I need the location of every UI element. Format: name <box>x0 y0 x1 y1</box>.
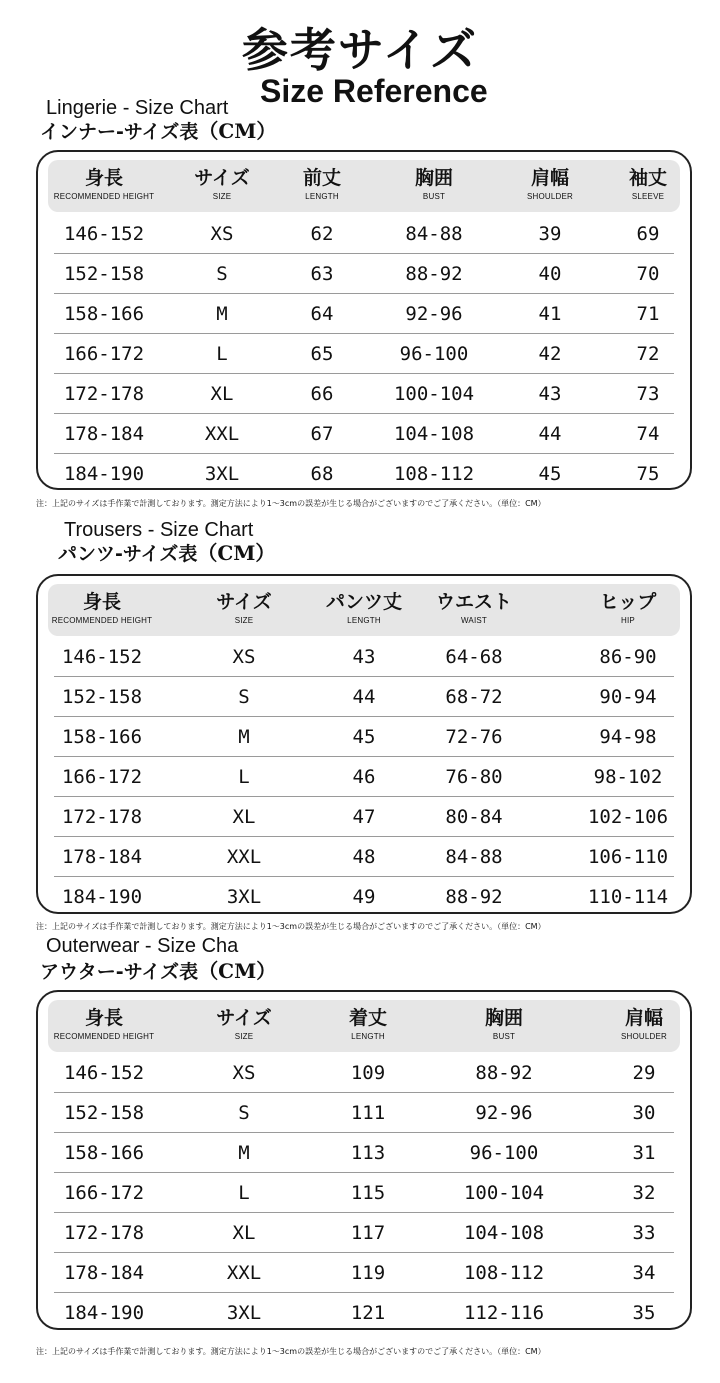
table-cell: 100-104 <box>393 383 475 405</box>
table-row <box>54 414 674 454</box>
table-cell: L <box>238 766 250 788</box>
section-title-en: Outerwear - Size Cha <box>46 935 239 957</box>
section-title-jp-text: アウター-サイズ表 <box>40 961 199 983</box>
column-header-jp: 袖丈 <box>628 167 668 189</box>
table-cell: XS <box>232 646 256 668</box>
table-cell: 108-112 <box>463 1262 545 1284</box>
table-row <box>54 1093 674 1133</box>
table-cell: 166-172 <box>61 766 143 788</box>
section-unit: （CM） <box>197 541 276 565</box>
measurement-note: 注：上記のサイズは手作業で計測しております。測定方法により1～3cmの誤差が生じる場合がございますのでご了承ください。（単位：CM） <box>36 499 546 508</box>
column-header-en: BUST <box>422 192 446 201</box>
table-cell: L <box>238 1182 250 1204</box>
table-cell: 3XL <box>226 886 262 908</box>
table-cell: 184-190 <box>61 886 143 908</box>
table-row <box>54 334 674 374</box>
table-cell: XS <box>232 1062 256 1084</box>
page-title: 参考サイズ <box>241 23 479 77</box>
column-header <box>216 584 271 636</box>
table-cell: M <box>238 726 250 748</box>
table-row <box>54 877 674 917</box>
table-cell: 63 <box>310 263 334 285</box>
table-cell: 88-92 <box>475 1062 533 1084</box>
table-cell: 86-90 <box>599 646 657 668</box>
table-cell: L <box>216 343 228 365</box>
table-cell: 31 <box>632 1142 656 1164</box>
table-row <box>54 254 674 294</box>
table-row <box>54 214 674 254</box>
table-cell: 104-108 <box>393 423 475 445</box>
table-cell: 92-96 <box>405 303 463 325</box>
table-cell: 44 <box>538 423 562 445</box>
column-header-jp: サイズ <box>194 167 250 189</box>
table-cell: 33 <box>632 1222 656 1244</box>
table-cell: 158-166 <box>63 303 145 325</box>
table-cell: 43 <box>538 383 562 405</box>
column-header-jp: パンツ丈 <box>325 591 403 613</box>
column-header-en: WAIST <box>460 616 488 625</box>
table-cell: 76-80 <box>445 766 503 788</box>
table-cell: 110-114 <box>587 886 669 908</box>
column-header-jp: サイズ <box>216 1007 272 1029</box>
table-cell: XXL <box>226 1262 262 1284</box>
table-cell: 41 <box>538 303 562 325</box>
page-subtitle: Size Reference <box>260 73 488 109</box>
table-cell: 184-190 <box>63 1302 145 1324</box>
table-cell: 74 <box>636 423 660 445</box>
table-cell: XL <box>232 806 256 828</box>
table-cell: 46 <box>352 766 376 788</box>
column-header <box>621 1000 667 1052</box>
column-header-en: SHOULDER <box>526 192 574 201</box>
column-header <box>485 1000 523 1052</box>
table-cell: 3XL <box>204 463 240 485</box>
table-cell: 96-100 <box>469 1142 539 1164</box>
table-cell: 152-158 <box>63 1102 145 1124</box>
column-header-jp: 身長 <box>84 1007 123 1029</box>
table-row <box>54 717 674 757</box>
measurement-note: 注：上記のサイズは手作業で計測しております。測定方法により1～3cmの誤差が生じる場合がございますのでご了承ください。（単位：CM） <box>36 922 546 931</box>
column-header-jp: ヒップ <box>599 591 657 613</box>
table-cell: 152-158 <box>63 263 145 285</box>
table-cell: 109 <box>350 1062 386 1084</box>
column-header <box>303 160 341 212</box>
column-header-en: RECOMMENDED HEIGHT <box>53 192 155 201</box>
column-header <box>527 160 573 212</box>
table-cell: 40 <box>538 263 562 285</box>
column-header-en: LENGTH <box>351 1032 385 1041</box>
table-cell: 62 <box>310 223 334 245</box>
table-row <box>54 1213 674 1253</box>
column-header-jp: 身長 <box>82 591 121 613</box>
table-cell: 70 <box>636 263 660 285</box>
column-header-en: HIP <box>621 616 635 625</box>
section-title-jp <box>40 118 276 145</box>
section-unit: （CM） <box>198 119 277 143</box>
table-cell: M <box>216 303 228 325</box>
column-header-en: BUST <box>492 1032 516 1041</box>
column-header <box>349 1000 387 1052</box>
table-cell: XXL <box>226 846 262 868</box>
table-cell: 146-152 <box>63 223 145 245</box>
column-header <box>194 160 249 212</box>
measurement-note: 注：上記のサイズは手作業で計測しております。測定方法により1～3cmの誤差が生じる場合がございますのでご了承ください。（単位：CM） <box>36 1347 546 1356</box>
table-row <box>54 294 674 334</box>
table-cell: 117 <box>350 1222 386 1244</box>
table-row <box>54 1053 674 1093</box>
table-cell: 121 <box>350 1302 386 1324</box>
table-cell: 184-190 <box>63 463 145 485</box>
table-cell: 100-104 <box>463 1182 545 1204</box>
table-cell: 106-110 <box>587 846 669 868</box>
table-cell: 45 <box>538 463 562 485</box>
table-cell: 166-172 <box>63 1182 145 1204</box>
table-row <box>54 757 674 797</box>
table-cell: S <box>238 1102 250 1124</box>
table-cell: 84-88 <box>445 846 503 868</box>
table-cell: 146-152 <box>61 646 143 668</box>
table-cell: 146-152 <box>63 1062 145 1084</box>
column-header-en: SHOULDER <box>620 1032 668 1041</box>
table-cell: 102-106 <box>587 806 669 828</box>
column-header-jp: 肩幅 <box>624 1007 663 1029</box>
table-row <box>54 1133 674 1173</box>
table-cell: 88-92 <box>445 886 503 908</box>
table-cell: 32 <box>632 1182 656 1204</box>
column-header-jp: 胸囲 <box>484 1007 524 1029</box>
column-header-en: RECOMMENDED HEIGHT <box>53 1032 155 1041</box>
table-cell: 84-88 <box>405 223 463 245</box>
table-cell: S <box>216 263 228 285</box>
table-cell: 113 <box>350 1142 386 1164</box>
column-header <box>216 1000 271 1052</box>
table-row <box>54 797 674 837</box>
column-header <box>326 584 402 636</box>
table-cell: 49 <box>352 886 376 908</box>
table-row <box>54 1253 674 1293</box>
table-row <box>54 374 674 414</box>
table-cell: 112-116 <box>463 1302 545 1324</box>
table-header <box>48 160 680 212</box>
table-cell: 30 <box>632 1102 656 1124</box>
column-header <box>600 584 656 636</box>
table-row <box>54 837 674 877</box>
size-table <box>36 574 692 914</box>
table-cell: 172-178 <box>63 1222 145 1244</box>
column-header-en: SIZE <box>234 1032 254 1041</box>
section-title-en: Lingerie - Size Chart <box>46 97 229 119</box>
table-cell: 178-184 <box>63 423 145 445</box>
table-row <box>54 454 674 494</box>
column-header-jp: 胸囲 <box>414 167 454 189</box>
column-header <box>629 160 667 212</box>
table-cell: 111 <box>350 1102 386 1124</box>
column-header-jp: 前丈 <box>302 167 342 189</box>
table-cell: M <box>238 1142 250 1164</box>
table-row <box>54 677 674 717</box>
table-row <box>54 637 674 677</box>
table-cell: 72-76 <box>445 726 503 748</box>
section-title-jp-text: インナー-サイズ表 <box>40 121 199 143</box>
size-table <box>36 990 692 1330</box>
table-cell: 3XL <box>226 1302 262 1324</box>
column-header <box>436 584 512 636</box>
table-cell: 45 <box>352 726 376 748</box>
section-title-en: Trousers - Size Chart <box>64 519 254 541</box>
column-header-en: SIZE <box>212 192 232 201</box>
table-cell: 172-178 <box>63 383 145 405</box>
table-row <box>54 1293 674 1333</box>
table-cell: 178-184 <box>61 846 143 868</box>
table-cell: 68-72 <box>445 686 503 708</box>
table-cell: 158-166 <box>63 1142 145 1164</box>
section-title-jp-text: パンツ-サイズ表 <box>58 543 198 565</box>
column-header-en: LENGTH <box>305 192 339 201</box>
table-cell: 72 <box>636 343 660 365</box>
table-cell: 172-178 <box>61 806 143 828</box>
column-header-jp: 肩幅 <box>530 167 569 189</box>
table-cell: 42 <box>538 343 562 365</box>
column-header <box>54 1000 155 1052</box>
table-cell: 64 <box>310 303 334 325</box>
table-cell: 48 <box>352 846 376 868</box>
table-cell: 44 <box>352 686 376 708</box>
table-cell: XL <box>232 1222 256 1244</box>
column-header-en: SLEEVE <box>631 192 665 201</box>
table-cell: 75 <box>636 463 660 485</box>
table-cell: XS <box>210 223 234 245</box>
column-header-en: RECOMMENDED HEIGHT <box>51 616 153 625</box>
section-unit: （CM） <box>198 959 277 983</box>
table-cell: 66 <box>310 383 334 405</box>
table-cell: 152-158 <box>61 686 143 708</box>
table-cell: 64-68 <box>445 646 503 668</box>
table-cell: 92-96 <box>475 1102 533 1124</box>
table-cell: 158-166 <box>61 726 143 748</box>
table-cell: 73 <box>636 383 660 405</box>
table-cell: 88-92 <box>405 263 463 285</box>
table-cell: XXL <box>204 423 240 445</box>
section-title-jp <box>58 540 275 567</box>
table-header <box>48 1000 680 1052</box>
table-cell: 96-100 <box>399 343 469 365</box>
table-cell: 68 <box>310 463 334 485</box>
table-cell: S <box>238 686 250 708</box>
table-cell: 39 <box>538 223 562 245</box>
table-cell: 166-172 <box>63 343 145 365</box>
table-cell: 80-84 <box>445 806 503 828</box>
table-cell: 43 <box>352 646 376 668</box>
table-row <box>54 1173 674 1213</box>
table-cell: 65 <box>310 343 334 365</box>
table-cell: 67 <box>310 423 334 445</box>
table-cell: 178-184 <box>63 1262 145 1284</box>
table-cell: 98-102 <box>593 766 663 788</box>
size-table <box>36 150 692 490</box>
table-cell: 29 <box>632 1062 656 1084</box>
column-header-en: SIZE <box>234 616 254 625</box>
table-cell: XL <box>210 383 234 405</box>
column-header <box>54 160 155 212</box>
section-title-jp <box>40 958 276 985</box>
column-header-jp: サイズ <box>216 591 272 613</box>
column-header-en: LENGTH <box>347 616 381 625</box>
table-cell: 94-98 <box>599 726 657 748</box>
table-cell: 47 <box>352 806 376 828</box>
table-cell: 69 <box>636 223 660 245</box>
table-cell: 35 <box>632 1302 656 1324</box>
table-cell: 71 <box>636 303 660 325</box>
table-cell: 115 <box>350 1182 386 1204</box>
table-cell: 119 <box>350 1262 386 1284</box>
column-header <box>52 584 153 636</box>
column-header <box>415 160 453 212</box>
column-header-jp: 着丈 <box>348 1007 388 1029</box>
table-cell: 104-108 <box>463 1222 545 1244</box>
column-header-jp: ウエスト <box>435 591 513 613</box>
table-cell: 108-112 <box>393 463 475 485</box>
table-cell: 90-94 <box>599 686 657 708</box>
table-cell: 34 <box>632 1262 656 1284</box>
column-header-jp: 身長 <box>84 167 123 189</box>
table-header <box>48 584 680 636</box>
